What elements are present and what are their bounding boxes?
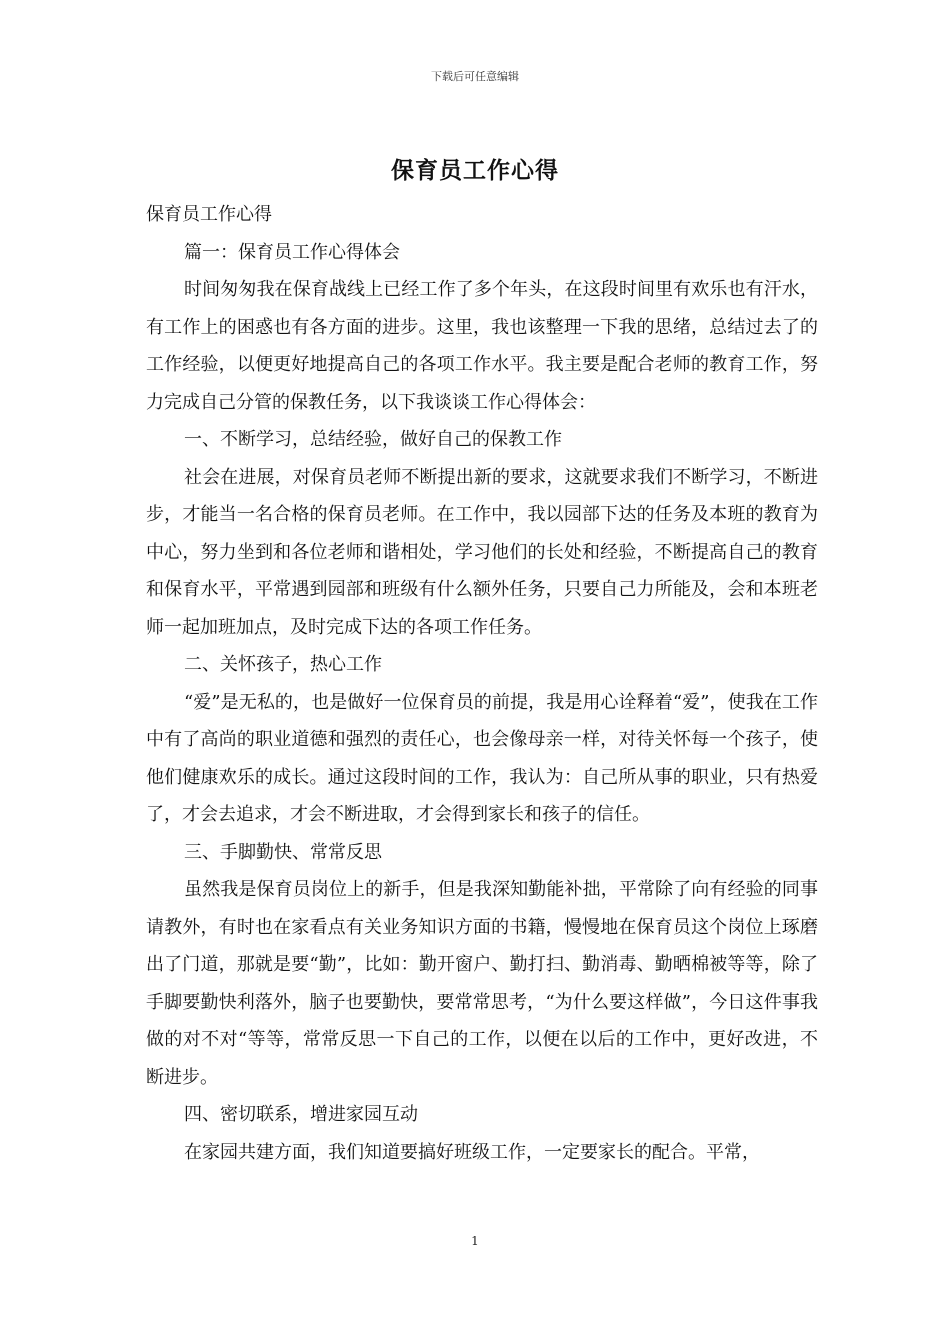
page-header-note: 下载后可任意编辑 [431,70,519,83]
section-heading: 二、关怀孩子，热心工作 [184,654,382,675]
body-paragraph: 篇一：保育员工作心得体会 [184,241,400,263]
body-paragraph: 在家园共建方面，我们知道要搞好班级工作，一定要家长的配合。平常， [184,1141,760,1163]
body-paragraph: “爱”是无私的，也是做好一位保育员的前提，我是用心诠释着“爱”，使我在工作中有了高尚的职业道德和强烈的责任心，也会像母亲一样，对待关怀每一个孩子，使他们健康欢乐的成长。通过这段时间的工作，我认为：自己所从事的职业，只有热爱了，才会去追求，才会不断进取，才会得到家长和孩子的信任。 [146,691,818,825]
section-heading: 一、不断学习，总结经验，做好自己的保教工作 [184,429,562,450]
page-number: 1 [471,1234,479,1248]
body-paragraph: 保育员工作心得 [146,204,272,225]
body-paragraph: 时间匆匆我在保育战线上已经工作了多个年头，在这段时间里有欢乐也有汗水，有工作上的困惑也有各方面的进步。这里，我也该整理一下我的思绪，总结过去了的工作经验，以便更好地提高自己的各项工作水平。我主要是配合老师的教育工作，努力完成自己分管的保教任务，以下我谈谈工作心得体会： [146,279,818,413]
section-heading: 三、手脚勤快、常常反思 [184,841,382,863]
section-heading: 四、密切联系，增进家园互动 [184,1104,418,1125]
document-title: 保育员工作心得 [391,157,559,184]
body-paragraph: 社会在进展，对保育员老师不断提出新的要求，这就要求我们不断学习，不断进步，才能当一名合格的保育员老师。在工作中，我以园部下达的任务及本班的教育为中心，努力坐到和各位老师和谐相处，学习他们的长处和经验，不断提高自己的教育和保育水平，平常遇到园部和班级有什么额外任务，只要自己力所能及，会和本班老师一起加班加点，及时完成下达的各项工作任务。 [146,466,818,638]
document-body [146,196,818,1171]
body-paragraph: 虽然我是保育员岗位上的新手，但是我深知勤能补拙，平常除了向有经验的同事请教外，有时也在家看点有关业务知识方面的书籍，慢慢地在保育员这个岗位上琢磨出了门道，那就是要“勤”，比如：勤开窗户、勤打扫、勤消毒、勤晒棉被等等，除了手脚要勤快利落外，脑子也要勤快，要常常思考，“为什么要这样做”，今日这件事我做的对不对“等等，常常反思一下自己的工作，以便在以后的工作中，更好改进，不断进步。 [146,879,818,1088]
